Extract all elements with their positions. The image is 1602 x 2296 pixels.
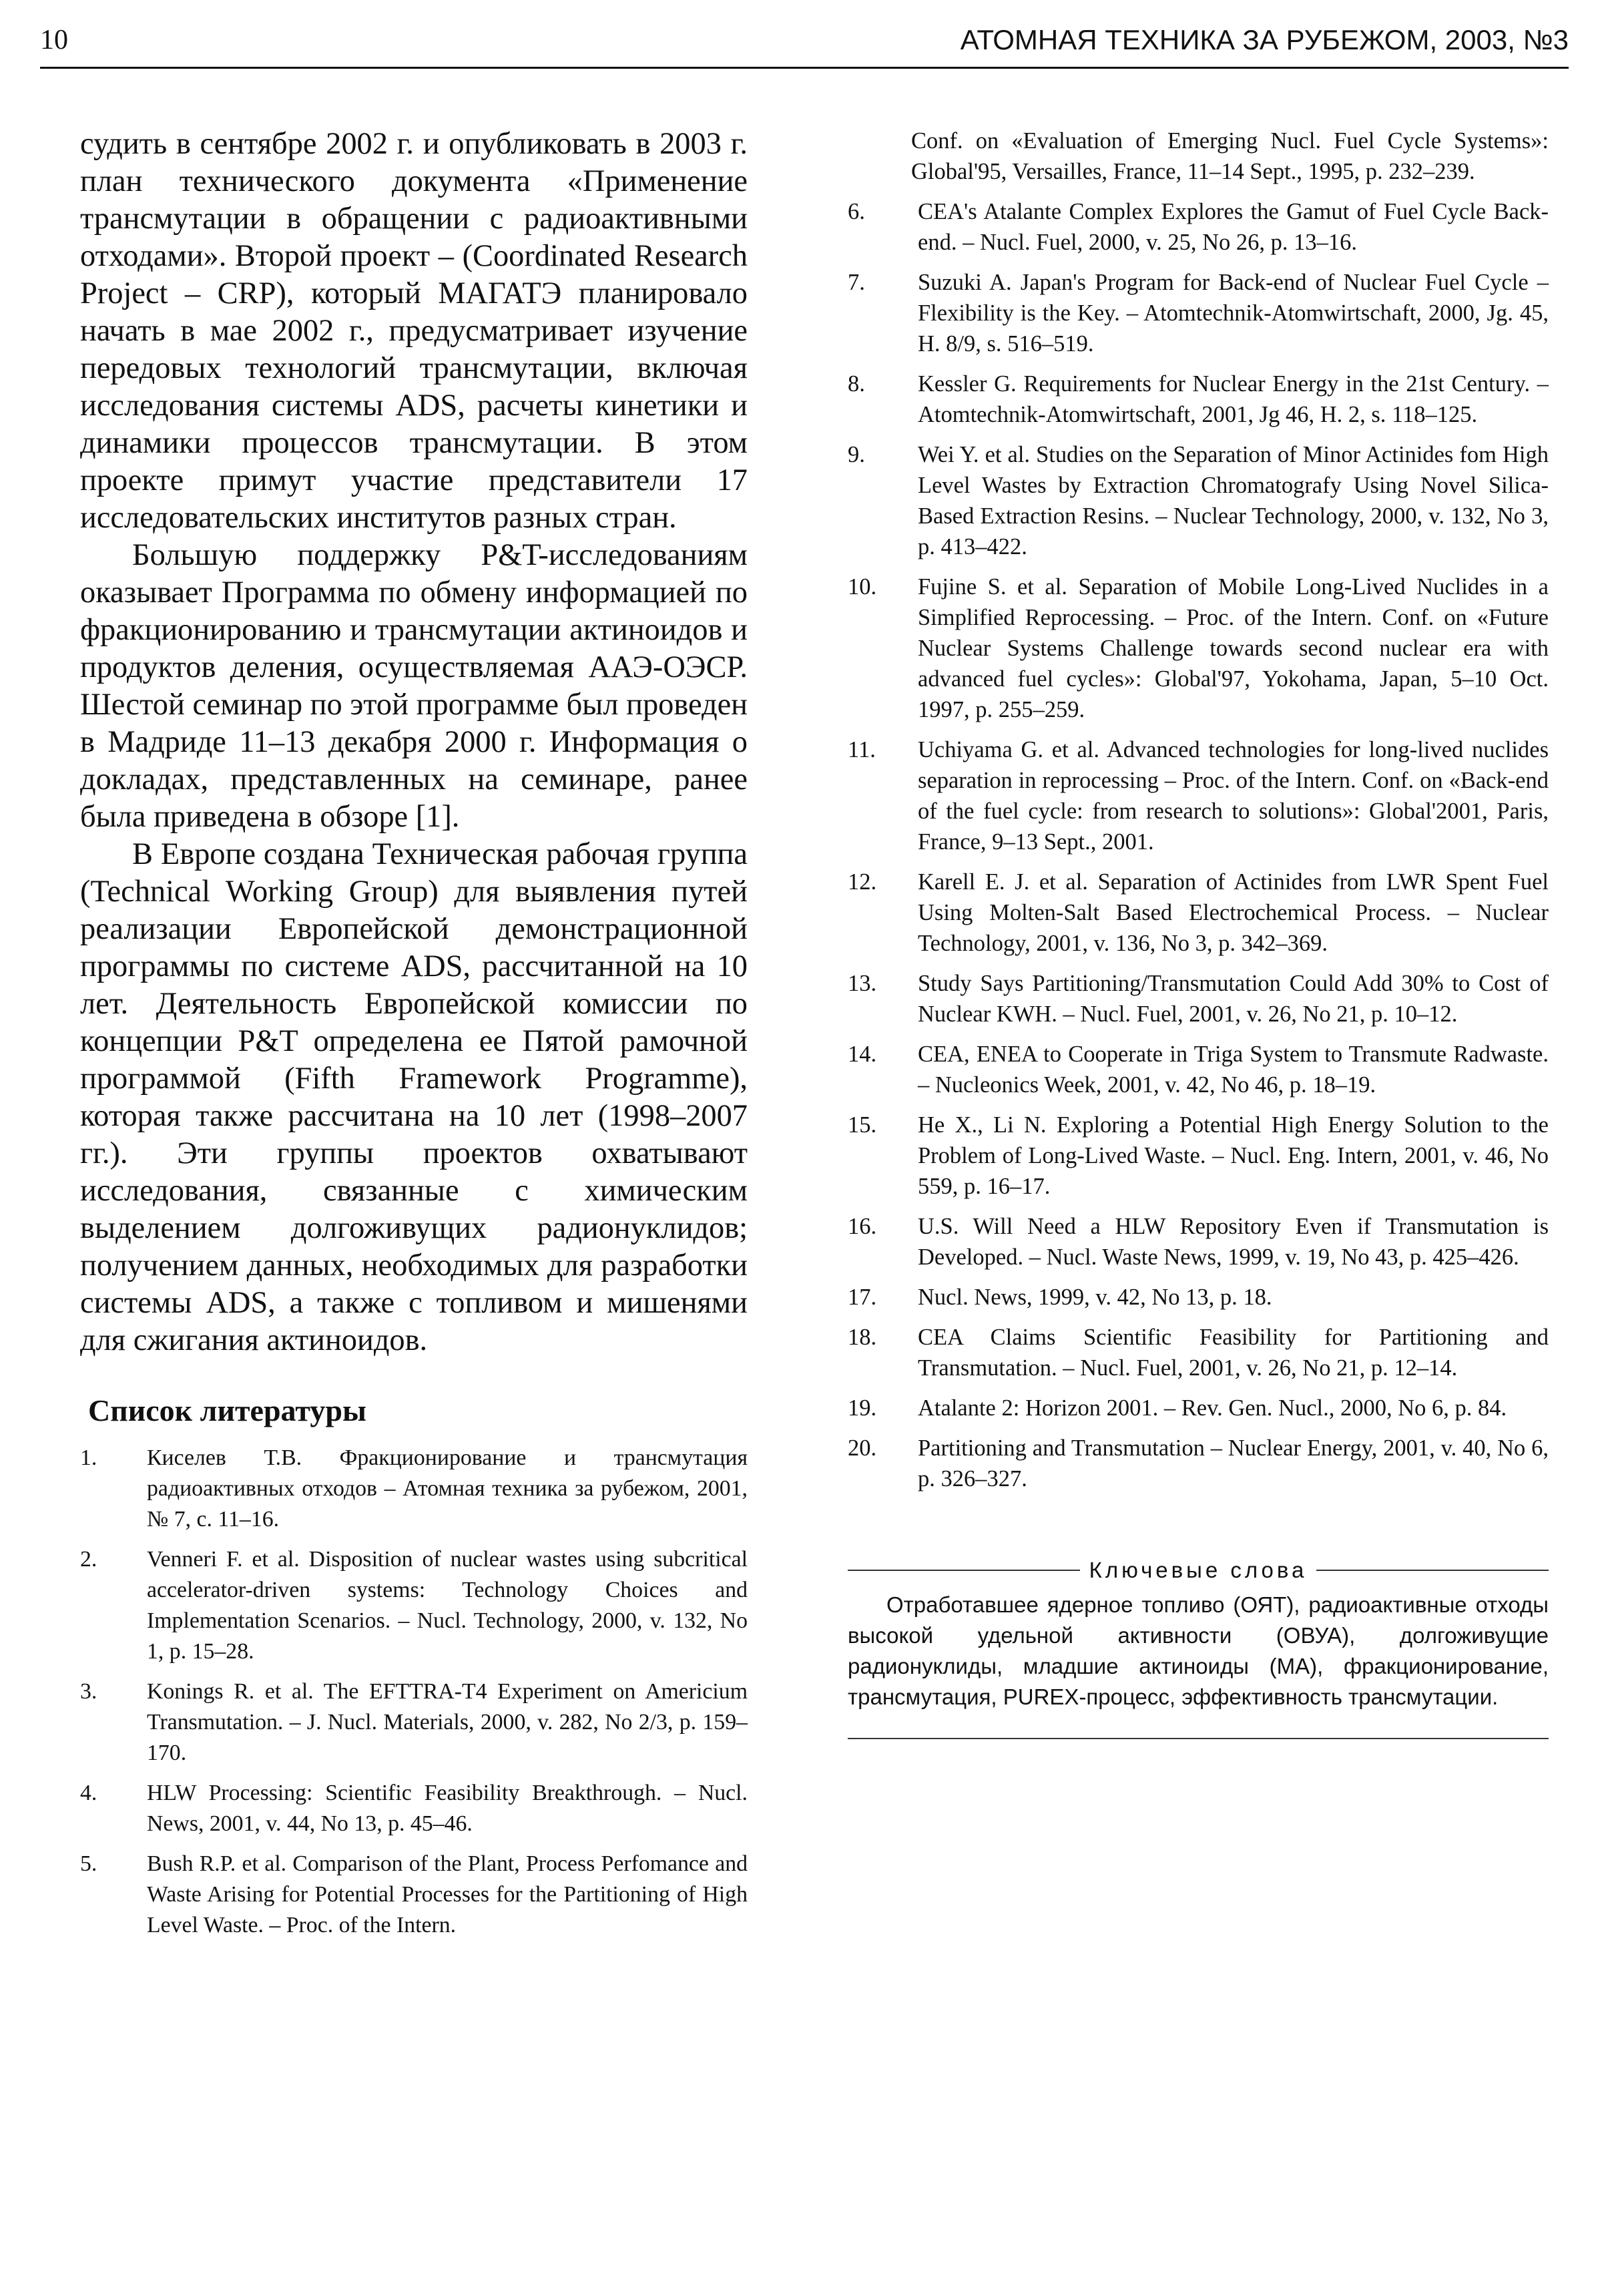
reference-text: Study Says Partitioning/Transmutation Could Add 30% to Cost of Nuclear KWH. – Nucl. Fuel, 2001, v. 26, No 21, p. 10–12. bbox=[918, 971, 1549, 1027]
reference-number: 4. bbox=[80, 1781, 97, 1805]
reference-number: 16. bbox=[848, 1214, 877, 1239]
reference-item bbox=[848, 571, 1549, 725]
reference-5-continuation: Conf. on «Evaluation of Emerging Nucl. Fuel Cycle Systems»: Global'95, Versailles, France, 11–14 Sept., 1995, p. 232–239. bbox=[911, 128, 1549, 184]
reference-item bbox=[848, 968, 1549, 1029]
reference-text: Atalante 2: Horizon 2001. – Rev. Gen. Nucl., 2000, No 6, p. 84. bbox=[918, 1395, 1507, 1421]
reference-number: 3. bbox=[80, 1679, 97, 1704]
reference-item bbox=[848, 1039, 1549, 1100]
reference-item bbox=[848, 1211, 1549, 1273]
reference-text: CEA, ENEA to Cooperate in Triga System to Transmute Radwaste. – Nucleonics Week, 2001, v. 42, No 46, p. 18–19. bbox=[918, 1042, 1549, 1098]
keywords-rule-right bbox=[1316, 1570, 1549, 1571]
reference-text: Partitioning and Transmutation – Nuclear Energy, 2001, v. 40, No 6, p. 326–327. bbox=[918, 1435, 1549, 1491]
reference-item bbox=[848, 1393, 1549, 1423]
reference-number: 11. bbox=[848, 737, 876, 762]
reference-number: 14. bbox=[848, 1042, 877, 1067]
reference-number: 6. bbox=[848, 199, 865, 224]
reference-number: 12. bbox=[848, 869, 877, 895]
reference-text: Wei Y. et al. Studies on the Separation of Minor Actinides fom High Level Wastes by Extraction Chromatografy Using Novel Silica-Based Extraction Resins. – Nuclear Technology, 2000, v. 132, No 3, p. 413–422. bbox=[918, 442, 1549, 559]
reference-item bbox=[848, 439, 1549, 562]
reference-number: 19. bbox=[848, 1395, 877, 1421]
keywords-text: Отработавшее ядерное топливо (ОЯТ), радиоактивные отходы высокой удельной активности (ОВУА), долгоживущие радионуклиды, младшие актиноиды (МА), фракционирование, трансмутация, PUREX-процесс, эффективность трансмутации. bbox=[848, 1592, 1549, 1709]
reference-number: 15. bbox=[848, 1112, 877, 1138]
reference-item bbox=[80, 1544, 748, 1667]
keywords-block bbox=[848, 1558, 1549, 1739]
reference-item bbox=[848, 1110, 1549, 1202]
reference-item bbox=[80, 1778, 748, 1839]
reference-text: CEA Claims Scientific Feasibility for Partitioning and Transmutation. – Nucl. Fuel, 2001, v. 26, No 21, p. 12–14. bbox=[918, 1325, 1549, 1381]
reference-item bbox=[848, 1282, 1549, 1313]
reference-number: 17. bbox=[848, 1285, 877, 1310]
reference-number: 13. bbox=[848, 971, 877, 996]
reference-number: 5. bbox=[80, 1851, 97, 1876]
reference-number: 2. bbox=[80, 1547, 97, 1572]
reference-text: Kessler G. Requirements for Nuclear Energy in the 21st Century. – Atomtechnik-Atomwirtschaft, 2001, Jg 46, H. 2, s. 118–125. bbox=[918, 371, 1549, 427]
reference-text: Bush R.P. et al. Comparison of the Plant, Process Perfomance and Waste Arising for Potential Processes for the Partitioning of High Level Waste. – Proc. of the Intern. bbox=[147, 1851, 748, 1937]
references-list-right bbox=[848, 196, 1549, 1494]
reference-number: 20. bbox=[848, 1435, 877, 1461]
reference-text: Nucl. News, 1999, v. 42, No 13, p. 18. bbox=[918, 1285, 1272, 1310]
reference-text: Киселев Т.В. Фракционирование и трансмутация радиоактивных отходов – Атомная техника за рубежом, 2001, № 7, с. 11–16. bbox=[147, 1445, 748, 1532]
reference-text: CEA's Atalante Complex Explores the Gamut of Fuel Cycle Back-end. – Nucl. Fuel, 2000, v. 25, No 26, p. 13–16. bbox=[918, 199, 1549, 255]
reference-text: Fujine S. et al. Separation of Mobile Long-Lived Nuclides in a Simplified Reprocessing. – Proc. of the Intern. Conf. on «Future Nuclear Systems Challenge towards second nuclear era with advanced fuel cycles»: Global'97, Yokohama, Japan, 5–10 Oct. 1997, p. 255–259. bbox=[918, 574, 1549, 722]
reference-number: 10. bbox=[848, 574, 877, 600]
reference-number: 9. bbox=[848, 442, 865, 467]
paragraph-1: судить в сентябре 2002 г. и опубликовать в 2003 г. план технического документа «Применение трансмутации в обращении с радиоактивными отходами». Второй проект – (Coordinated Research Project – CRP), который МАГАТЭ планировало начать в мае 2002 г., предусматривает изучение передовых технологий трансмутации, включая исследования системы ADS, расчеты кинетики и динамики процессов трансмутации. В этом проекте примут участие представители 17 исследовательских институтов разных стран. bbox=[80, 127, 748, 535]
reference-text: He X., Li N. Exploring a Potential High Energy Solution to the Problem of Long-Lived Waste. – Nucl. Eng. Intern, 2001, v. 46, No 559, p. 16–17. bbox=[918, 1112, 1549, 1199]
references-title: Список литературы bbox=[88, 1393, 366, 1427]
reference-item bbox=[80, 1676, 748, 1769]
reference-item bbox=[848, 734, 1549, 857]
reference-text: Konings R. et al. The EFTTRA-T4 Experiment on Americium Transmutation. – J. Nucl. Materials, 2000, v. 282, No 2/3, p. 159–170. bbox=[147, 1679, 748, 1765]
reference-item bbox=[848, 1322, 1549, 1383]
keywords-rule-left bbox=[848, 1570, 1080, 1571]
reference-item bbox=[848, 867, 1549, 959]
keywords-header bbox=[848, 1558, 1549, 1583]
reference-text: U.S. Will Need a HLW Repository Even if Transmutation is Developed. – Nucl. Waste News, 1999, v. 19, No 43, p. 425–426. bbox=[918, 1214, 1549, 1270]
paragraph-2: Большую поддержку P&T-исследованиям оказывает Программа по обмену информацией по фракционированию и трансмутации актиноидов и продуктов деления, осуществляемая ААЭ-ОЭСР. Шестой семинар по этой программе был проведен в Мадриде 11–13 декабря 2000 г. Информация о докладах, представленных на семинаре, ранее была приведена в обзоре [1]. bbox=[80, 538, 748, 834]
reference-text: Venneri F. et al. Disposition of nuclear wastes using subcritical accelerator-driven systems: Technology Choices and Implementation Scenarios. – Nucl. Technology, 2000, v. 132, No 1, p. 15–28. bbox=[147, 1547, 748, 1664]
reference-item bbox=[80, 1849, 748, 1941]
reference-text: Karell E. J. et al. Separation of Actinides from LWR Spent Fuel Using Molten-Salt Based Electrochemical Process. – Nuclear Technology, 2001, v. 136, No 3, p. 342–369. bbox=[918, 869, 1549, 956]
reference-item bbox=[848, 1433, 1549, 1494]
reference-number: 1. bbox=[80, 1445, 97, 1470]
running-title: АТОМНАЯ ТЕХНИКА ЗА РУБЕЖОМ, 2003, №3 bbox=[960, 24, 1569, 55]
reference-text: Uchiyama G. et al. Advanced technologies for long-lived nuclides separation in reprocessing – Proc. of the Intern. Conf. on «Back-end of the fuel cycle: from research to solutions»: Global'2001, Paris, France, 9–13 Sept., 2001. bbox=[918, 737, 1549, 855]
keywords-bottom-rule bbox=[848, 1738, 1549, 1739]
page-header bbox=[40, 24, 1569, 69]
page-number: 10 bbox=[40, 25, 68, 55]
right-column bbox=[848, 126, 1549, 1739]
keywords-label: Ключевые слова bbox=[1089, 1558, 1308, 1582]
reference-text: Suzuki A. Japan's Program for Back-end of Nuclear Fuel Cycle – Flexibility is the Key. – Atomtechnik-Atomwirtschaft, 2000, Jg. 45, H. 8/9, s. 516–519. bbox=[918, 270, 1549, 357]
reference-number: 8. bbox=[848, 371, 865, 397]
paragraph-3: В Европе создана Техническая рабочая группа (Technical Working Group) для выявления путей реализации Европейской демонстрационной программы по системе ADS, рассчитанной на 10 лет. Деятельность Европейской комиссии по концепции P&T определена ее Пятой рамочной программой (Fifth Framework Programme), которая также рассчитана на 10 лет (1998–2007 гг.). Эти группы проектов охватывают исследования, связанные с химическим выделением долгоживущих радионуклидов; получением данных, необходимых для разработки системы ADS, а также с топливом и мишенями для сжигания актиноидов. bbox=[80, 837, 748, 1357]
references-list-left bbox=[80, 1443, 748, 1941]
reference-text: HLW Processing: Scientific Feasibility Breakthrough. – Nucl. News, 2001, v. 44, No 13, p. 45–46. bbox=[147, 1781, 748, 1836]
reference-item bbox=[848, 196, 1549, 258]
reference-item bbox=[80, 1443, 748, 1535]
reference-number: 18. bbox=[848, 1325, 877, 1350]
body-text bbox=[80, 126, 748, 1359]
left-column bbox=[80, 126, 748, 1950]
reference-item bbox=[848, 369, 1549, 430]
reference-item bbox=[848, 267, 1549, 359]
reference-number: 7. bbox=[848, 270, 865, 295]
